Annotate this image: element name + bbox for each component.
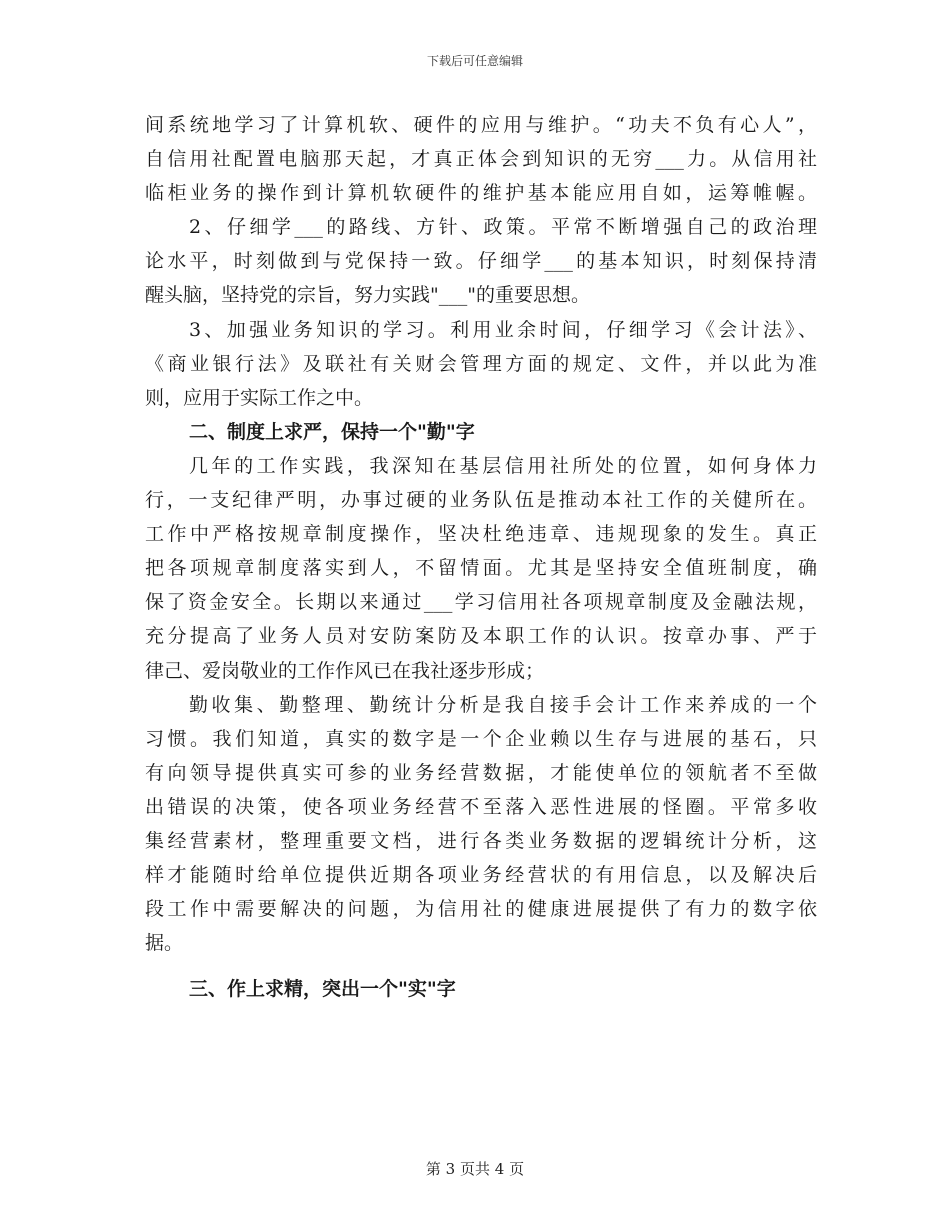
body-line: 间系统地学习了计算机软、硬件的应用与维护。“功夫不负有心人”， [145,114,817,136]
body-line: 工作中严格按规章制度操作，坚决杜绝违章、违规现象的发生。真正 [145,523,817,546]
body-line: 3、加强业务知识的学习。利用业余时间，仔细学习《会计法》、 [189,318,817,341]
body-line: 样才能随时给单位提供近期各项业务经营状的有用信息，以及解决后 [145,864,817,887]
body-line: 自信用社配置电脑那天起，才真正体会到知识的无穷___力。从信用社 [145,148,817,171]
body-line: 保了资金安全。长期以来通过___学习信用社各项规章制度及金融法规， [145,591,817,614]
body-line: 论水平，时刻做到与党保持一致。仔细学___的基本知识，时刻保持清 [145,250,817,273]
body-line: 勤收集、勤整理、勤统计分析是我自接手会计工作来养成的一个 [189,693,817,716]
document-body [145,108,817,1006]
body-line: 据。 [145,932,184,955]
body-line: 出错误的决策，使各项业务经营不至落入恶性进展的怪圈。平常多收 [145,795,817,818]
body-line: 几年的工作实践，我深知在基层信用社所处的位置，如何身体力 [189,454,817,477]
body-line: 习惯。我们知道，真实的数字是一个企业赖以生存与进展的基石，只 [145,727,817,750]
body-line: 临柜业务的操作到计算机软硬件的维护基本能应用自如，运筹帷幄。 [145,182,817,205]
body-line: 《商业银行法》及联社有关财会管理方面的规定、文件，并以此为准 [145,352,817,375]
body-line: 有向领导提供真实可参的业务经营数据，才能使单位的领航者不至做 [145,761,817,784]
page-footer-number: 第 3 页共 4 页 [425,1160,525,1178]
body-line: 则，应用于实际工作之中。 [145,386,374,409]
body-line: 把各项规章制度落实到人，不留情面。尤其是坚持安全值班制度，确 [145,557,817,580]
body-line: 段工作中需要解决的问题，为信用社的健康进展提供了有力的数字依 [145,898,817,921]
body-line: 充分提高了业务人员对安防案防及本职工作的认识。按章办事、严于 [145,625,817,648]
body-line: 集经营素材，整理重要文档，进行各类业务数据的逻辑统计分析，这 [145,829,817,852]
body-line: 律己、爱岗敬业的工作作风已在我社逐步形成； [145,659,545,682]
section-heading: 三、作上求精，突出一个"实"字 [189,978,456,1001]
section-heading: 二、制度上求严，保持一个"勤"字 [189,420,475,443]
page-header-note: 下载后可任意编辑 [426,54,523,68]
body-line: 醒头脑，坚持党的宗旨，努力实践"___"的重要思想。 [145,284,590,307]
body-line: 2、仔细学___的路线、方针、政策。平常不断增强自己的政治理 [189,216,817,239]
paragraph-spacer [145,960,817,972]
body-line: 行，一支纪律严明，办事过硬的业务队伍是推动本社工作的关健所在。 [145,489,817,512]
